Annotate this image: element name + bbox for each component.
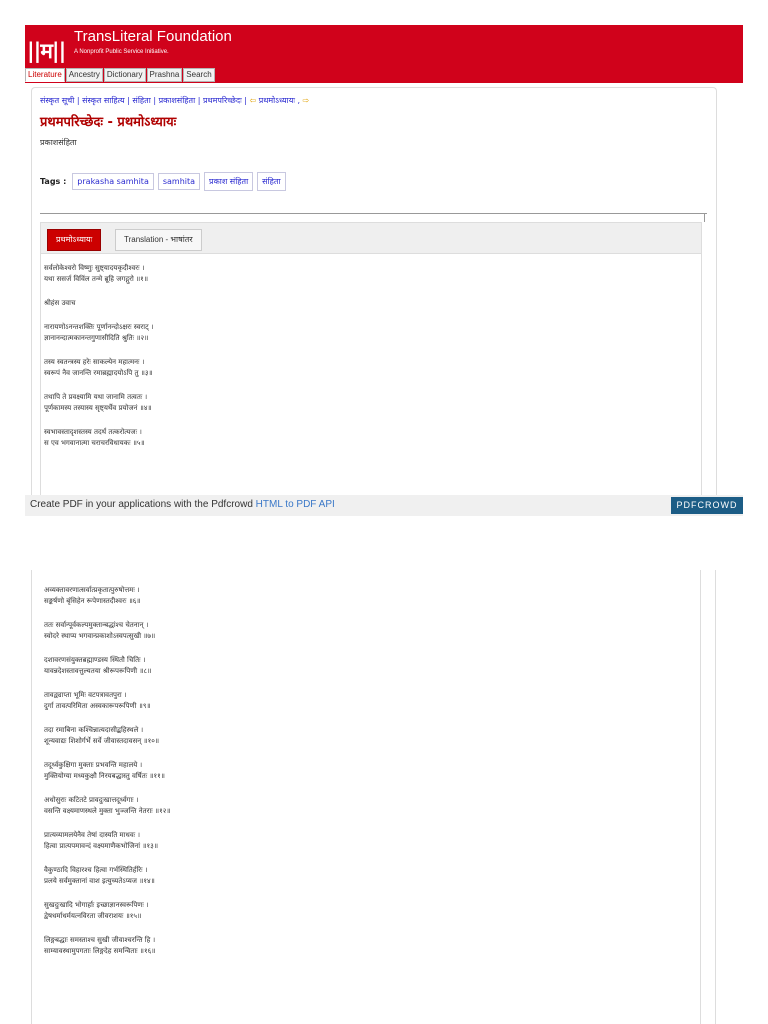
verse-line: शून्यवाद्यः शिशोर्गर्भे सर्वे जीवास्तदावसन् ॥१०॥ [44,737,160,745]
verse-line: ततः सर्वान्पूर्वकल्पमुक्तान्बद्धांश्च चेतनान् । [44,621,149,629]
pdf-banner [25,495,743,516]
verse-line: स्वभावस्तादृशस्तस्य तदर्थं तत्करोत्यजः । [44,428,142,436]
breadcrumb: संस्कृत सूची | संस्कृत साहित्य | संहिता | प्रकाशसंहिता | प्रथमपरिच्छेदः | ⇦ प्रथमोऽध्यायः , ⇨ [40,96,310,105]
verse-line: अव्यक्तावरणात्सर्वात्प्रकृतात्पुरुषोत्तमः । [44,586,140,594]
nav-tab-dictionary[interactable]: Dictionary [104,68,146,82]
breadcrumb-current: प्रथमोऽध्यायः [258,96,295,105]
verse-line: सर्वलोकेश्वरो विष्णुः सुष्ट्यादयकृदीश्वरः । [44,264,145,272]
verse-line: अधोसुराः कटितटे प्रावदुःखात्तदूर्ध्वगाः । [44,796,139,804]
tag-item[interactable]: prakasha samhita [72,173,154,190]
verse [44,935,171,957]
verse [44,900,171,922]
verse [44,585,171,607]
verse [44,263,153,285]
verse-list [44,263,153,462]
verse-line: यावन्नदेशस्तावत्तुल्यतया श्रीरूपरूपिणी ॥८॥ [44,667,152,675]
verse-line: सङ्कर्षणो बृंसिहेन रूपेणास्तदीश्वरः ॥६॥ [44,597,141,605]
tab-translation[interactable]: Translation - भाषांतर [115,229,202,251]
page-title: प्रथमपरिच्छेदः - प्रथमोऽध्यायः [40,115,177,130]
verse-line: वसन्ति वक्ष्यमाणस्थले मुक्ता भुञ्जन्ति नेतराः ॥१२॥ [44,807,171,815]
site-subtitle: A Nonprofit Public Service Initiative. [74,49,169,55]
verse-line: हित्वा प्रात्यपमावन्दं वक्ष्यमाणैकभोजिनां ॥१३॥ [44,842,159,850]
divider [40,213,707,214]
pdfcrowd-logo[interactable]: PDFCROWD [671,497,743,514]
verse-line: द्वेषधर्माधर्मयत्नविरता जीवराशयः ॥१५॥ [44,912,142,920]
verse-line: साम्यावस्थामुपगताः लिङ्गदेह समन्विताः ॥१६॥ [44,947,156,955]
verse-line: दुर्गा तावत्परिमिता अस्वकारूपरूपिणी ॥९॥ [44,702,151,710]
verse [44,322,153,344]
pdf-banner-message: Create PDF in your applications with the Pdfcrowd [30,499,253,510]
verse-line: प्रलये सर्वमुक्तानां वाश इत्युच्यतेऽप्यज ॥१४॥ [44,877,155,885]
tag-item[interactable]: samhita [158,173,200,190]
verse [44,298,153,309]
verse-line: तदा रमाबिना कश्चिन्नात्यदासीद्बहिस्थले । [44,726,144,734]
verse-line: पूर्णकामस्य तस्यास्य सृष्ट्यर्थैव प्रयोजनं ॥४॥ [44,404,152,412]
verse-line: यथा ससर्ज विविंल तन्मे ब्रूहि जगद्गुरो ॥१॥ [44,275,149,283]
pdf-api-link[interactable]: HTML to PDF API [255,499,335,510]
next-arrow-icon[interactable]: ⇨ [302,96,310,105]
verse-line: ज्ञानानन्दात्मकानन्तगुणासीदिति श्रुतिः ॥२॥ [44,334,149,342]
verse-line: तावद्व्याप्ता भूमिः वटपत्रावतपुरा । [44,691,127,699]
verse [44,655,171,677]
verse-line: प्रात्यव्यामलयेनैव तेषां दास्यति माधवः । [44,831,141,839]
breadcrumb-link[interactable]: संहिता [132,96,151,105]
verse-list [44,585,171,970]
page-subtitle: प्रकाशसंहिता [40,138,77,147]
verse [44,427,153,449]
verse-line: श्रीहंस उवाच [44,299,76,307]
prev-arrow-icon[interactable]: ⇦ [249,96,257,105]
tags-label: Tags : [40,177,67,186]
nav-tab-search[interactable]: Search [183,68,214,82]
breadcrumb-link[interactable]: प्रकाशसंहिता [158,96,196,105]
divider [704,214,705,222]
site-logo[interactable]: ||म|| [27,39,66,63]
nav-tab-literature[interactable]: Literature [25,68,65,82]
verse-line: स एव भगवानात्मा चराचरविधायकः ॥५॥ [44,439,145,447]
tab-original[interactable]: प्रथमोऽध्यायः [47,229,101,251]
verse [44,690,171,712]
tag-item[interactable]: प्रकाश संहिता [204,172,253,191]
verse-line: स्वोदरे स्थाप्य भगवान्प्रकाशोऽस्वपत्सुखी ॥७॥ [44,632,156,640]
verse [44,725,171,747]
verse [44,620,171,642]
page-border-right [715,570,716,1024]
site-title[interactable]: TransLiteral Foundation [74,28,232,45]
page-border-inner [700,570,701,1024]
verse [44,760,171,782]
verse-line: स्वरूपं नैव जानन्ति रमाब्रह्मादयोऽपि तु ॥३॥ [44,369,153,377]
tag-list [40,172,286,191]
verse-line: मुक्तियोग्या मध्यकुक्षौ निरयबद्धास्तु वर्षितः ॥११॥ [44,772,165,780]
verse [44,830,171,852]
verse-line: वैकुण्ठादि विहारश्च हित्वा गर्भस्थितिर्हरिः । [44,866,148,874]
page-border-left [31,570,32,1024]
tab-bar [41,223,701,254]
verse [44,357,153,379]
verse-line: लिङ्गबद्धाः समस्ताश्च सुखी जीवाश्चरन्ति हि । [44,936,156,944]
main-nav [25,68,215,82]
nav-tab-ancestry[interactable]: Ancestry [66,68,103,82]
tag-item[interactable]: संहिता [257,172,285,191]
verse-line: तथापि ते प्रवक्ष्यामि यथा जानामि तत्वतः । [44,393,148,401]
verse [44,865,171,887]
breadcrumb-link[interactable]: संस्कृत साहित्य [82,96,125,105]
verse-line: दशावरणसंयुक्तब्रह्माण्डस्य स्थितौ चितिः । [44,656,146,664]
verse-line: तस्य स्वतन्त्रस्य हरेः साकल्येन महात्मनः । [44,358,145,366]
verse-line: नारायणोऽनन्तशक्तिः पूर्णानन्दोऽक्षरः स्वराट् । [44,323,154,331]
verse-line: सुखदुःखादि भोगार्हाः इच्छाज्ञानस्वरूपिणः । [44,901,149,909]
pdf-banner-text [30,499,335,510]
verse [44,392,153,414]
verse [44,795,171,817]
nav-tab-prashna[interactable]: Prashna [147,68,183,82]
breadcrumb-link[interactable]: संस्कृत सूची [40,96,75,105]
verse-line: तदूर्ध्वकुक्षिगा मुक्ताः प्रभवन्ति महालये । [44,761,143,769]
breadcrumb-link[interactable]: प्रथमपरिच्छेदः [202,96,242,105]
